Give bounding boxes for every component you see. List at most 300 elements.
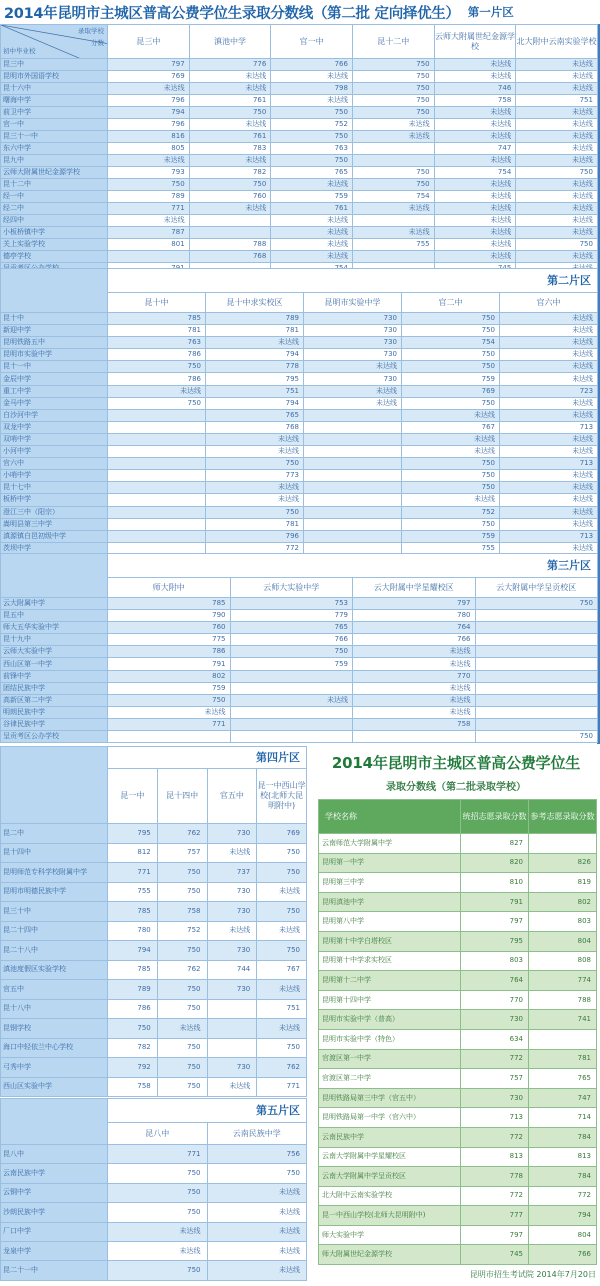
score-cell: 750 [352,83,434,95]
reference-score: 766 [529,1245,597,1265]
school-name: 茨坝中学 [1,542,108,554]
green-table-row [319,1186,597,1206]
corner-cell [1,747,108,824]
score-cell: 750 [157,882,207,902]
school-name: 官六中 [1,458,108,470]
score-cell: 752 [157,921,207,941]
score-cell [304,409,402,421]
corner-cell [1,554,108,598]
green-subtitle: 录取分数线（第二批录取学校） [386,782,526,793]
score-cell: 未达线 [230,694,353,706]
school-name: 昆明师范专科学校附属中学 [1,863,108,883]
score-cell: 750 [516,239,598,251]
score-cell: 770 [353,670,476,682]
score-cell: 751 [257,999,307,1019]
score-cell: 771 [257,1077,307,1097]
score-cell: 750 [402,458,500,470]
score-cell: 713 [500,421,598,433]
green-table-row [319,1147,597,1167]
score-cell: 750 [108,397,206,409]
score-cell: 未达线 [516,227,598,239]
score-cell [352,155,434,167]
score-cell: 768 [206,421,304,433]
score-cell [304,446,402,458]
score-cell: 未达线 [189,155,271,167]
unified-score: 757 [461,1069,529,1089]
score-cell: 786 [108,646,231,658]
reference-score: 804 [529,931,597,951]
school-name: 昆十中 [1,313,108,325]
table-row [1,313,598,325]
table-row [1,385,598,397]
score-cell: 未达线 [352,119,434,131]
score-cell: 802 [108,670,231,682]
score-cell: 746 [434,83,516,95]
score-cell: 未达线 [257,882,307,902]
reference-score: 802 [529,892,597,912]
column-header: 官五中 [207,769,257,824]
school-name: 团结民族中学 [1,682,108,694]
school-name: 昆明第八中学 [319,912,461,932]
zone1-label: 第一片区 [467,5,514,19]
reference-score [529,1029,597,1049]
score-cell: 759 [108,682,231,694]
score-cell: 未达线 [206,494,304,506]
table-row [1,409,598,421]
score-cell: 未达线 [500,470,598,482]
score-cell: 730 [304,325,402,337]
reference-score: 808 [529,951,597,971]
unified-score: 813 [461,1147,529,1167]
score-cell: 750 [108,179,190,191]
score-cell: 750 [108,1183,208,1202]
score-cell: 765 [271,167,353,179]
score-cell [475,682,598,694]
zone1-table [0,24,598,275]
score-cell: 未达线 [500,518,598,530]
school-name: 重工中学 [1,385,108,397]
school-name: 滇池度假区实验学校 [1,960,108,980]
unified-score: 797 [461,1225,529,1245]
score-cell: 750 [271,155,353,167]
score-cell: 未达线 [516,119,598,131]
table-row [1,598,598,610]
score-cell: 754 [352,191,434,203]
table-row [1,610,598,622]
score-cell: 730 [304,337,402,349]
table-row [1,731,598,743]
reference-score: 803 [529,912,597,932]
score-cell: 730 [207,824,257,844]
table-row [1,155,598,167]
green-table-row [319,951,597,971]
score-cell: 750 [157,980,207,1000]
green-table-row [319,1049,597,1069]
score-cell: 779 [230,610,353,622]
green-table [318,799,597,1265]
table-row [1,1077,307,1097]
corner-label-score: 分数 [91,39,104,47]
green-table-row [319,1010,597,1030]
reference-score: 741 [529,1010,597,1030]
score-cell: 未达线 [500,361,598,373]
school-name: 经二中 [1,203,108,215]
column-header: 昆八中 [108,1123,208,1145]
table-row [1,433,598,445]
score-cell: 未达线 [516,83,598,95]
unified-score: 777 [461,1206,529,1226]
reference-score: 784 [529,1127,597,1147]
score-cell: 未达线 [353,706,476,718]
z2-label: 第二片区 [108,269,598,293]
score-cell [352,143,434,155]
school-name: 昆明市明德民族中学 [1,882,108,902]
score-cell: 未达线 [516,71,598,83]
unified-score: 770 [461,990,529,1010]
main-title [0,0,600,24]
school-name: 云师大附属世纪金源学校 [1,167,108,179]
score-cell: 790 [108,610,231,622]
score-cell [475,646,598,658]
school-name: 师大五华实验中学 [1,622,108,634]
score-cell: 未达线 [500,409,598,421]
score-cell: 785 [108,960,158,980]
school-name: 东六中学 [1,143,108,155]
score-cell: 未达线 [207,843,257,863]
school-name: 昆明市实验中学 [1,349,108,361]
table-row [1,694,598,706]
score-cell: 未达线 [271,71,353,83]
score-cell: 未达线 [500,542,598,554]
zone2-section [0,268,600,555]
unified-score: 713 [461,1108,529,1128]
score-cell: 750 [352,59,434,71]
table-row [1,658,598,670]
score-cell: 未达线 [516,143,598,155]
zone5-section [0,1098,308,1281]
column-header: 云师大实验中学 [230,578,353,598]
score-cell: 未达线 [516,155,598,167]
score-cell: 未达线 [206,337,304,349]
score-cell: 未达线 [206,482,304,494]
school-name: 昆明第十中学白塔校区 [319,931,461,951]
green-panel [312,748,600,1286]
green-table-row [319,834,597,854]
score-cell: 未达线 [500,433,598,445]
score-cell: 789 [206,313,304,325]
score-cell: 765 [206,409,304,421]
score-cell: 未达线 [516,131,598,143]
school-name: 昆十八中 [1,999,108,1019]
unified-score: 810 [461,873,529,893]
table-row [1,824,307,844]
school-name: 厂口中学 [1,1222,108,1241]
table-row [1,325,598,337]
school-name: 前卫中学 [1,107,108,119]
school-name: 师大附属世纪金源学校 [319,1245,461,1265]
score-cell: 760 [189,191,271,203]
score-cell: 768 [189,251,271,263]
school-name: 云南师范大学附属中学 [319,834,461,854]
school-name: 昆明第十四中学 [319,990,461,1010]
score-cell: 730 [207,882,257,902]
table-row [1,902,307,922]
green-table-row [319,1069,597,1089]
column-header: 昆一中西山学校(北师大昆明附中) [257,769,307,824]
score-cell: 795 [206,373,304,385]
score-cell: 755 [108,882,158,902]
green-table-row [319,931,597,951]
score-cell: 766 [271,59,353,71]
score-cell: 771 [108,863,158,883]
school-name: 云铜中学 [1,1183,108,1202]
school-name: 昆三中 [1,59,108,71]
table-row [1,143,598,155]
score-cell: 758 [434,95,516,107]
score-cell: 未达线 [257,980,307,1000]
table-row [1,1019,307,1039]
score-cell: 788 [189,239,271,251]
score-cell: 797 [353,598,476,610]
score-cell: 750 [108,361,206,373]
score-cell: 750 [157,1038,207,1058]
corner-cell [1,1099,108,1145]
score-cell: 769 [108,71,190,83]
school-name: 昆二十一中 [1,1261,108,1280]
table-row [1,337,598,349]
green-table-row [319,912,597,932]
score-cell: 771 [108,718,231,730]
score-cell: 未达线 [434,251,516,263]
score-cell: 750 [108,694,231,706]
score-cell: 762 [257,1058,307,1078]
school-name: 小哨中学 [1,470,108,482]
score-cell: 786 [108,373,206,385]
score-cell: 796 [108,119,190,131]
score-cell: 795 [108,824,158,844]
school-name: 小河中学 [1,446,108,458]
score-cell [475,622,598,634]
score-cell: 773 [206,470,304,482]
score-cell: 未达线 [189,119,271,131]
score-cell: 713 [500,530,598,542]
school-name: 德亭学校 [1,251,108,263]
score-cell: 750 [157,1058,207,1078]
table-row [1,227,598,239]
green-table-row [319,892,597,912]
score-cell [304,530,402,542]
score-cell: 786 [108,349,206,361]
zone2-table [0,268,598,555]
score-cell: 未达线 [108,1241,208,1260]
table-row [1,718,598,730]
table-row [1,179,598,191]
column-header: 昆十二中 [352,25,434,59]
score-cell: 730 [304,349,402,361]
score-cell: 780 [108,921,158,941]
table-row [1,458,598,470]
score-cell: 785 [108,598,231,610]
unified-score: 730 [461,1010,529,1030]
score-cell: 766 [230,634,353,646]
unified-score: 778 [461,1167,529,1187]
score-cell: 未达线 [206,433,304,445]
score-cell: 783 [189,143,271,155]
reference-score: 714 [529,1108,597,1128]
school-name: 官渡区第一中学 [319,1049,461,1069]
score-cell: 未达线 [500,313,598,325]
score-cell: 未达线 [516,251,598,263]
score-cell: 752 [402,506,500,518]
score-cell: 750 [402,361,500,373]
green-table-row [319,1029,597,1049]
score-cell: 750 [402,397,500,409]
score-cell: 730 [207,902,257,922]
score-cell: 未达线 [352,131,434,143]
reference-score: 788 [529,990,597,1010]
table-row [1,518,598,530]
unified-score: 772 [461,1186,529,1206]
score-cell: 793 [108,167,190,179]
school-name: 昆二十八中 [1,941,108,961]
column-header: 官一中 [271,25,353,59]
score-cell: 未达线 [304,361,402,373]
school-name: 小板桥镇中学 [1,227,108,239]
table-row [1,59,598,71]
score-cell: 730 [207,980,257,1000]
score-cell [304,494,402,506]
school-name: 云南大学附属中学星耀校区 [319,1147,461,1167]
table-row [1,1222,307,1241]
score-cell: 750 [516,167,598,179]
score-cell: 未达线 [271,95,353,107]
school-name: 昆十一中 [1,361,108,373]
school-name: 昆明第十二中学 [319,971,461,991]
score-cell: 759 [230,658,353,670]
score-cell [108,421,206,433]
school-name: 关上实验学校 [1,239,108,251]
score-cell: 794 [108,941,158,961]
score-cell: 763 [271,143,353,155]
green-column-header: 参考志愿录取分数 [529,800,597,834]
score-cell: 794 [206,349,304,361]
score-cell [189,215,271,227]
score-cell: 750 [157,999,207,1019]
score-cell: 744 [207,960,257,980]
score-cell: 未达线 [207,1222,307,1241]
table-row [1,921,307,941]
score-cell [304,421,402,433]
score-cell [108,494,206,506]
score-cell: 750 [257,902,307,922]
score-cell: 792 [108,1058,158,1078]
column-header: 昆十四中 [157,769,207,824]
score-cell [230,731,353,743]
column-header: 云南民族中学 [207,1123,307,1145]
score-cell [304,518,402,530]
score-cell [352,251,434,263]
score-cell: 未达线 [434,59,516,71]
score-cell: 未达线 [434,239,516,251]
score-cell: 未达线 [516,203,598,215]
score-cell: 未达线 [500,494,598,506]
school-name: 谷律民族中学 [1,718,108,730]
score-cell [108,433,206,445]
score-cell: 759 [402,373,500,385]
score-cell [108,731,231,743]
score-cell: 未达线 [271,251,353,263]
table-row [1,107,598,119]
score-cell: 未达线 [108,1222,208,1241]
school-name: 昆五中 [1,610,108,622]
table-row [1,670,598,682]
school-name: 昆明第十中学求实校区 [319,951,461,971]
table-row [1,203,598,215]
green-table-row [319,873,597,893]
school-name: 师大实验中学 [319,1225,461,1245]
table-row [1,83,598,95]
score-cell [207,1038,257,1058]
score-cell: 未达线 [353,658,476,670]
column-header: 云大附属中学呈贡校区 [475,578,598,598]
school-name: 明朗民族中学 [1,706,108,718]
table-row [1,646,598,658]
score-cell [475,718,598,730]
score-cell: 未达线 [402,446,500,458]
reference-score: 813 [529,1147,597,1167]
school-name: 金辰中学 [1,373,108,385]
green-table-row [319,1167,597,1187]
score-cell: 747 [434,143,516,155]
reference-score: 794 [529,1206,597,1226]
score-cell: 812 [108,843,158,863]
score-cell: 未达线 [434,107,516,119]
score-cell: 713 [500,458,598,470]
column-header: 昆明市实验中学 [304,293,402,313]
table-row [1,682,598,694]
score-cell: 未达线 [108,706,231,718]
score-cell: 755 [352,239,434,251]
green-table-row [319,1206,597,1226]
score-cell: 786 [108,999,158,1019]
green-table-row [319,853,597,873]
score-cell: 756 [207,1145,307,1164]
score-cell [108,506,206,518]
score-cell: 759 [402,530,500,542]
score-cell: 未达线 [434,227,516,239]
table-row [1,71,598,83]
school-name: 昆明市实验中学（特色） [319,1029,461,1049]
score-cell: 757 [157,843,207,863]
score-cell: 750 [157,863,207,883]
school-name: 龙泉中学 [1,1241,108,1260]
score-cell: 750 [206,506,304,518]
score-cell: 794 [206,397,304,409]
column-header: 昆三中 [108,25,190,59]
score-cell: 未达线 [434,215,516,227]
column-header: 滇池中学 [189,25,271,59]
school-name: 昆二中 [1,824,108,844]
score-cell: 789 [108,191,190,203]
corner-label-admit: 录取学校 [78,27,104,35]
score-cell: 750 [108,1261,208,1280]
score-cell: 753 [230,598,353,610]
school-name: 北大附中云南实验学校 [319,1186,461,1206]
score-cell: 未达线 [500,373,598,385]
school-name: 昆明铁路局第一中学（官六中） [319,1108,461,1128]
score-cell [230,670,353,682]
score-cell: 750 [271,131,353,143]
